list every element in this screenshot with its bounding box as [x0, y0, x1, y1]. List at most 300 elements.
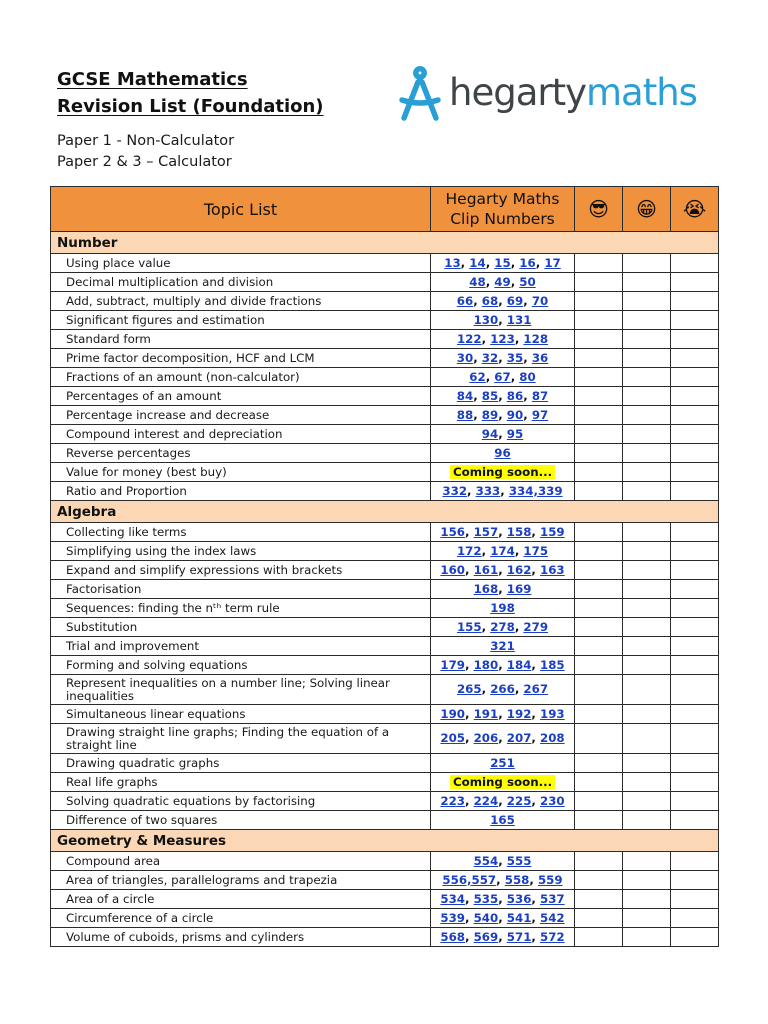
clip-link[interactable]: 14 — [469, 255, 486, 270]
hegartymaths-logo — [398, 64, 697, 126]
confident-rating-cell[interactable] — [575, 254, 623, 273]
clip-link[interactable]: 48 — [469, 274, 486, 289]
topic-cell: Ratio and Proportion — [51, 482, 431, 501]
clip-link[interactable]: 50 — [519, 274, 536, 289]
section-heading: Number — [51, 232, 719, 254]
clip-link[interactable]: 198 — [490, 600, 515, 615]
unsure-rating-cell[interactable] — [623, 561, 671, 580]
struggling-rating-cell[interactable] — [671, 637, 719, 656]
table-row — [51, 561, 719, 580]
clip-link[interactable]: 223 — [440, 793, 465, 808]
struggling-rating-cell[interactable] — [671, 871, 719, 890]
clip-link[interactable]: 174 — [490, 543, 515, 558]
struggling-rating-cell[interactable] — [671, 724, 719, 754]
clip-numbers-cell: 265, 266, 267 — [431, 675, 575, 705]
clip-link[interactable]: 16 — [519, 255, 536, 270]
confident-rating-cell[interactable] — [575, 675, 623, 705]
confident-rating-cell[interactable] — [575, 561, 623, 580]
clip-link[interactable]: 321 — [490, 638, 515, 653]
clip-link[interactable]: 123 — [490, 331, 515, 346]
clip-numbers-cell: 48, 49, 50 — [431, 273, 575, 292]
struggling-rating-cell[interactable] — [671, 705, 719, 724]
clip-numbers-cell: 160, 161, 162, 163 — [431, 561, 575, 580]
topic-cell: Drawing straight line graphs; Finding the equation of a straight line — [51, 724, 431, 754]
struggling-rating-cell[interactable] — [671, 909, 719, 928]
struggling-rating-cell[interactable] — [671, 773, 719, 792]
clip-numbers-cell — [431, 463, 575, 482]
confident-rating-cell[interactable] — [575, 637, 623, 656]
clip-link[interactable]: 534 — [440, 891, 465, 906]
clip-link[interactable]: 542 — [540, 910, 565, 925]
topic-cell: Significant figures and estimation — [51, 311, 431, 330]
clip-link[interactable]: 206 — [473, 731, 499, 745]
clip-link[interactable]: 569 — [473, 929, 499, 944]
table-row — [51, 890, 719, 909]
clip-link[interactable]: 162 — [506, 562, 532, 577]
clip-link[interactable]: 540 — [473, 910, 499, 925]
unsure-rating-cell[interactable] — [623, 909, 671, 928]
clip-link[interactable]: 278 — [490, 619, 515, 634]
confident-rating-cell[interactable] — [575, 792, 623, 811]
confident-rating-cell[interactable] — [575, 387, 623, 406]
struggling-rating-cell[interactable] — [671, 406, 719, 425]
clip-numbers-cell: 155, 278, 279 — [431, 618, 575, 637]
struggling-rating-cell[interactable] — [671, 273, 719, 292]
unsure-rating-cell[interactable] — [623, 542, 671, 561]
table-row — [51, 618, 719, 637]
clip-link[interactable]: 32 — [481, 350, 499, 365]
topic-cell: Decimal multiplication and division — [51, 273, 431, 292]
topic-cell: Substitution — [51, 618, 431, 637]
struggling-rating-cell[interactable] — [671, 330, 719, 349]
clip-link[interactable]: 556,557 — [442, 872, 497, 887]
clip-link[interactable]: 84 — [456, 388, 474, 403]
table-row — [51, 792, 719, 811]
unsure-rating-cell[interactable] — [623, 637, 671, 656]
clip-link[interactable]: 90 — [506, 407, 524, 422]
table-row — [51, 444, 719, 463]
unsure-rating-cell[interactable] — [623, 425, 671, 444]
clip-link[interactable]: 155 — [456, 619, 482, 634]
confident-rating-cell[interactable] — [575, 871, 623, 890]
clip-link[interactable]: 70 — [531, 293, 549, 308]
clip-numbers-cell: 66, 68, 69, 70 — [431, 292, 575, 311]
clip-link[interactable]: 536 — [506, 891, 532, 906]
confident-rating-cell[interactable] — [575, 890, 623, 909]
confident-rating-cell[interactable] — [575, 580, 623, 599]
clip-link[interactable]: 555 — [506, 853, 532, 868]
clip-link[interactable]: 267 — [523, 682, 549, 696]
unsure-rating-cell[interactable] — [623, 871, 671, 890]
struggling-rating-cell[interactable] — [671, 368, 719, 387]
clip-header-line-2: Clip Numbers — [450, 210, 555, 228]
struggling-rating-cell[interactable] — [671, 599, 719, 618]
clip-link[interactable]: 225 — [506, 793, 532, 808]
confident-rating-cell[interactable] — [575, 852, 623, 871]
topic-cell: Trial and improvement — [51, 637, 431, 656]
confident-rating-cell[interactable] — [575, 463, 623, 482]
topic-cell: Circumference of a circle — [51, 909, 431, 928]
clip-link[interactable]: 89 — [481, 407, 499, 422]
clip-link[interactable]: 66 — [456, 293, 474, 308]
clip-link[interactable]: 334,339 — [508, 483, 563, 498]
confident-rating-cell[interactable] — [575, 292, 623, 311]
confident-rating-cell[interactable] — [575, 482, 623, 501]
topic-cell: Real life graphs — [51, 773, 431, 792]
clip-link[interactable]: 192 — [506, 706, 532, 721]
clip-link[interactable]: 96 — [494, 445, 511, 460]
clip-link[interactable]: 69 — [506, 293, 524, 308]
clip-link[interactable]: 161 — [473, 562, 499, 577]
clip-link[interactable]: 17 — [544, 255, 561, 270]
table-row — [51, 811, 719, 830]
section-number — [51, 232, 719, 254]
unsure-rating-cell[interactable] — [623, 724, 671, 754]
clip-numbers-cell: 539, 540, 541, 542 — [431, 909, 575, 928]
revision-table — [50, 186, 719, 947]
topic-cell: Compound interest and depreciation — [51, 425, 431, 444]
unsure-rating-cell[interactable] — [623, 463, 671, 482]
struggling-rating-cell[interactable] — [671, 542, 719, 561]
table-row — [51, 599, 719, 618]
clip-link[interactable]: 559 — [537, 872, 563, 887]
clip-numbers-cell: 130, 131 — [431, 311, 575, 330]
clip-link[interactable]: 35 — [506, 350, 524, 365]
table-header-row — [51, 187, 719, 232]
struggling-rating-cell[interactable] — [671, 675, 719, 705]
clip-link[interactable]: 193 — [540, 706, 565, 721]
struggling-rating-cell[interactable] — [671, 580, 719, 599]
clip-link[interactable]: 95 — [506, 426, 524, 441]
table-row — [51, 928, 719, 947]
clip-link[interactable]: 30 — [456, 350, 474, 365]
clip-link[interactable]: 85 — [481, 388, 499, 403]
unsure-rating-cell[interactable] — [623, 349, 671, 368]
table-row — [51, 523, 719, 542]
clip-numbers-cell: 30, 32, 35, 36 — [431, 349, 575, 368]
table-row — [51, 724, 719, 754]
unsure-rating-cell[interactable] — [623, 754, 671, 773]
section-heading: Algebra — [51, 501, 719, 523]
clip-link[interactable]: 535 — [473, 891, 499, 906]
clip-link[interactable]: 541 — [506, 910, 532, 925]
paper-2-3-label: Paper 2 & 3 – Calculator — [57, 154, 232, 170]
struggling-rating-cell[interactable] — [671, 852, 719, 871]
topic-cell: Simultaneous linear equations — [51, 705, 431, 724]
clip-numbers-cell — [431, 754, 575, 773]
unsure-rating-cell[interactable] — [623, 387, 671, 406]
topic-cell: Sequences: finding the nᵗʰ term rule — [51, 599, 431, 618]
clip-link[interactable]: 539 — [440, 910, 465, 925]
unsure-rating-cell[interactable] — [623, 599, 671, 618]
section-geometry-measures — [51, 830, 719, 852]
clip-numbers-cell: 554, 555 — [431, 852, 575, 871]
clip-link[interactable]: 80 — [519, 369, 536, 384]
confident-rating-cell[interactable] — [575, 542, 623, 561]
topic-cell: Percentage increase and decrease — [51, 406, 431, 425]
clip-link[interactable]: 333 — [475, 483, 501, 498]
topic-cell: Solving quadratic equations by factorising — [51, 792, 431, 811]
unsure-rating-cell[interactable] — [623, 792, 671, 811]
clip-numbers-cell: 556,557, 558, 559 — [431, 871, 575, 890]
struggling-rating-cell[interactable] — [671, 754, 719, 773]
clip-link[interactable]: 571 — [506, 929, 532, 944]
clip-link[interactable]: 179 — [440, 657, 465, 672]
table-row — [51, 542, 719, 561]
clip-link[interactable]: 122 — [456, 331, 482, 346]
clip-numbers-header — [431, 187, 575, 232]
clip-link[interactable]: 13 — [444, 255, 461, 270]
clip-link[interactable]: 207 — [506, 731, 532, 745]
topic-list-header: Topic List — [51, 187, 431, 232]
struggling-rating-cell[interactable] — [671, 561, 719, 580]
table-row — [51, 871, 719, 890]
clip-link[interactable]: 128 — [523, 331, 549, 346]
clip-link[interactable]: 172 — [456, 543, 482, 558]
clip-link[interactable]: 537 — [540, 891, 565, 906]
clip-numbers-cell: 13, 14, 15, 16, 17 — [431, 254, 575, 273]
clip-numbers-cell: 156, 157, 158, 159 — [431, 523, 575, 542]
clip-link[interactable]: 158 — [506, 524, 532, 539]
unsure-rating-cell[interactable] — [623, 890, 671, 909]
clip-link[interactable]: 190 — [440, 706, 465, 721]
confident-rating-cell[interactable] — [575, 754, 623, 773]
struggling-rating-cell[interactable] — [671, 792, 719, 811]
clip-link[interactable]: 191 — [473, 706, 499, 721]
clip-numbers-cell: 122, 123, 128 — [431, 330, 575, 349]
struggling-rating-cell[interactable] — [671, 349, 719, 368]
unsure-rating-cell[interactable] — [623, 482, 671, 501]
clip-link[interactable]: 67 — [494, 369, 511, 384]
unsure-rating-cell[interactable] — [623, 292, 671, 311]
struggling-rating-cell[interactable] — [671, 425, 719, 444]
clip-numbers-cell — [431, 637, 575, 656]
clip-link[interactable]: 332 — [442, 483, 468, 498]
topic-cell: Compound area — [51, 852, 431, 871]
unsure-rating-cell[interactable] — [623, 254, 671, 273]
table-row — [51, 482, 719, 501]
clip-link[interactable]: 279 — [523, 619, 549, 634]
unsure-rating-cell[interactable] — [623, 311, 671, 330]
struggling-rating-cell[interactable] — [671, 463, 719, 482]
confident-rating-cell[interactable] — [575, 705, 623, 724]
clip-numbers-cell — [431, 444, 575, 463]
clip-link[interactable]: 568 — [440, 929, 465, 944]
clip-link[interactable]: 205 — [440, 731, 465, 745]
unsure-rating-cell[interactable] — [623, 368, 671, 387]
clip-link[interactable]: 68 — [481, 293, 499, 308]
confident-emoji-icon: 😎 — [575, 187, 623, 232]
grimace-emoji-icon: 😁 — [623, 187, 671, 232]
document-title — [57, 66, 324, 120]
title-line-2: Revision List (Foundation) — [57, 96, 324, 117]
clip-numbers-cell: 568, 569, 571, 572 — [431, 928, 575, 947]
table-row — [51, 656, 719, 675]
table-row — [51, 909, 719, 928]
clip-link[interactable]: 131 — [506, 312, 532, 327]
coming-soon-badge: Coming soon... — [450, 465, 555, 479]
unsure-rating-cell[interactable] — [623, 773, 671, 792]
clip-link[interactable]: 265 — [456, 682, 482, 696]
confident-rating-cell[interactable] — [575, 349, 623, 368]
unsure-rating-cell[interactable] — [623, 656, 671, 675]
clip-link[interactable]: 558 — [504, 872, 530, 887]
topic-cell: Fractions of an amount (non-calculator) — [51, 368, 431, 387]
struggling-rating-cell[interactable] — [671, 523, 719, 542]
clip-link[interactable]: 157 — [473, 524, 499, 539]
confident-rating-cell[interactable] — [575, 618, 623, 637]
confident-rating-cell[interactable] — [575, 811, 623, 830]
topic-cell: Factorisation — [51, 580, 431, 599]
clip-link[interactable]: 15 — [494, 255, 511, 270]
unsure-rating-cell[interactable] — [623, 580, 671, 599]
clip-link[interactable]: 184 — [506, 657, 532, 672]
clip-link[interactable]: 180 — [473, 657, 499, 672]
unsure-rating-cell[interactable] — [623, 406, 671, 425]
table-row — [51, 330, 719, 349]
clip-link[interactable]: 97 — [531, 407, 549, 422]
struggling-rating-cell[interactable] — [671, 311, 719, 330]
confident-rating-cell[interactable] — [575, 656, 623, 675]
clip-header-line-1: Hegarty Maths — [445, 190, 560, 208]
clip-link[interactable]: 87 — [531, 388, 549, 403]
clip-link[interactable]: 88 — [456, 407, 474, 422]
clip-numbers-cell: 172, 174, 175 — [431, 542, 575, 561]
clip-link[interactable]: 62 — [469, 369, 486, 384]
section-heading: Geometry & Measures — [51, 830, 719, 852]
clip-link[interactable]: 163 — [540, 562, 565, 577]
clip-numbers-cell: 223, 224, 225, 230 — [431, 792, 575, 811]
table-row — [51, 754, 719, 773]
unsure-rating-cell[interactable] — [623, 852, 671, 871]
topic-cell: Expand and simplify expressions with brackets — [51, 561, 431, 580]
topic-cell: Represent inequalities on a number line; Solving linear inequalities — [51, 675, 431, 705]
struggling-rating-cell[interactable] — [671, 656, 719, 675]
table-row — [51, 368, 719, 387]
table-row — [51, 292, 719, 311]
clip-link[interactable]: 168 — [473, 581, 499, 596]
clip-numbers-cell: 205, 206, 207, 208 — [431, 724, 575, 754]
confident-rating-cell[interactable] — [575, 368, 623, 387]
struggling-rating-cell[interactable] — [671, 444, 719, 463]
table-row — [51, 406, 719, 425]
confident-rating-cell[interactable] — [575, 928, 623, 947]
struggling-rating-cell[interactable] — [671, 387, 719, 406]
clip-numbers-cell — [431, 773, 575, 792]
clip-link[interactable]: 165 — [490, 812, 515, 827]
topic-cell: Using place value — [51, 254, 431, 273]
clip-numbers-cell: 62, 67, 80 — [431, 368, 575, 387]
unsure-rating-cell[interactable] — [623, 273, 671, 292]
clip-numbers-cell: 88, 89, 90, 97 — [431, 406, 575, 425]
struggling-rating-cell[interactable] — [671, 928, 719, 947]
clip-numbers-cell: 534, 535, 536, 537 — [431, 890, 575, 909]
clip-link[interactable]: 208 — [540, 731, 565, 745]
struggling-rating-cell[interactable] — [671, 482, 719, 501]
paper-info — [57, 131, 234, 173]
topic-cell: Reverse percentages — [51, 444, 431, 463]
clip-numbers-cell: 332, 333, 334,339 — [431, 482, 575, 501]
confident-rating-cell[interactable] — [575, 311, 623, 330]
confident-rating-cell[interactable] — [575, 909, 623, 928]
topic-cell: Simplifying using the index laws — [51, 542, 431, 561]
topic-cell: Area of triangles, parallelograms and trapezia — [51, 871, 431, 890]
clip-link[interactable]: 86 — [506, 388, 524, 403]
clip-numbers-cell: 94, 95 — [431, 425, 575, 444]
topic-cell: Volume of cuboids, prisms and cylinders — [51, 928, 431, 947]
confident-rating-cell[interactable] — [575, 330, 623, 349]
unsure-rating-cell[interactable] — [623, 444, 671, 463]
struggling-rating-cell[interactable] — [671, 811, 719, 830]
clip-link[interactable]: 160 — [440, 562, 465, 577]
unsure-rating-cell[interactable] — [623, 705, 671, 724]
topic-cell: Drawing quadratic graphs — [51, 754, 431, 773]
clip-numbers-cell — [431, 599, 575, 618]
unsure-rating-cell[interactable] — [623, 811, 671, 830]
crying-emoji-icon: 😭 — [671, 187, 719, 232]
confident-rating-cell[interactable] — [575, 273, 623, 292]
clip-link[interactable]: 49 — [494, 274, 511, 289]
struggling-rating-cell[interactable] — [671, 254, 719, 273]
unsure-rating-cell[interactable] — [623, 523, 671, 542]
unsure-rating-cell[interactable] — [623, 330, 671, 349]
clip-link[interactable]: 230 — [540, 793, 565, 808]
table-row — [51, 675, 719, 705]
confident-rating-cell[interactable] — [575, 425, 623, 444]
unsure-rating-cell[interactable] — [623, 618, 671, 637]
topic-cell: Value for money (best buy) — [51, 463, 431, 482]
topic-cell: Add, subtract, multiply and divide fractions — [51, 292, 431, 311]
clip-link[interactable]: 169 — [506, 581, 532, 596]
confident-rating-cell[interactable] — [575, 406, 623, 425]
clip-link[interactable]: 36 — [531, 350, 549, 365]
confident-rating-cell[interactable] — [575, 599, 623, 618]
clip-link[interactable]: 130 — [473, 312, 499, 327]
confident-rating-cell[interactable] — [575, 724, 623, 754]
clip-link[interactable]: 159 — [540, 524, 565, 539]
clip-link[interactable]: 185 — [540, 657, 565, 672]
struggling-rating-cell[interactable] — [671, 292, 719, 311]
confident-rating-cell[interactable] — [575, 444, 623, 463]
table-row — [51, 705, 719, 724]
clip-link[interactable]: 572 — [540, 929, 565, 944]
clip-link[interactable]: 251 — [490, 755, 515, 770]
clip-numbers-cell: 190, 191, 192, 193 — [431, 705, 575, 724]
struggling-rating-cell[interactable] — [671, 890, 719, 909]
table-row — [51, 387, 719, 406]
table-row — [51, 311, 719, 330]
paper-1-label: Paper 1 - Non-Calculator — [57, 133, 235, 149]
topic-cell: Difference of two squares — [51, 811, 431, 830]
table-row — [51, 254, 719, 273]
confident-rating-cell[interactable] — [575, 523, 623, 542]
table-row — [51, 349, 719, 368]
confident-rating-cell[interactable] — [575, 773, 623, 792]
unsure-rating-cell[interactable] — [623, 675, 671, 705]
clip-link[interactable]: 175 — [523, 543, 549, 558]
clip-numbers-cell: 84, 85, 86, 87 — [431, 387, 575, 406]
clip-link[interactable]: 224 — [473, 793, 499, 808]
clip-numbers-cell: 179, 180, 184, 185 — [431, 656, 575, 675]
clip-link[interactable]: 266 — [490, 682, 515, 696]
clip-link[interactable]: 94 — [481, 426, 499, 441]
struggling-rating-cell[interactable] — [671, 618, 719, 637]
table-row — [51, 273, 719, 292]
unsure-rating-cell[interactable] — [623, 928, 671, 947]
clip-link[interactable]: 156 — [440, 524, 465, 539]
clip-link[interactable]: 554 — [473, 853, 499, 868]
section-algebra — [51, 501, 719, 523]
